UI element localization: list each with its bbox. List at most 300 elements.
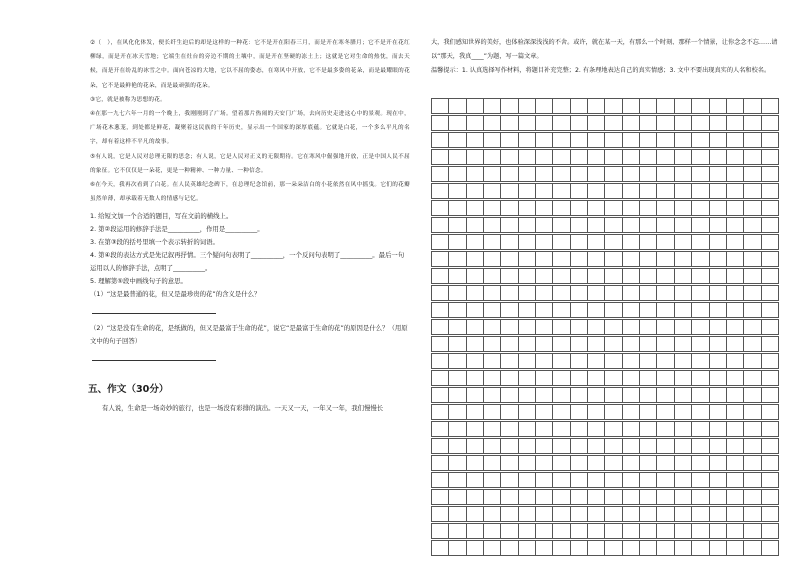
grid-cell[interactable] (552, 166, 569, 182)
grid-cell[interactable] (726, 489, 743, 505)
grid-cell[interactable] (570, 438, 587, 454)
grid-cell[interactable] (483, 455, 500, 471)
grid-cell[interactable] (466, 472, 483, 488)
grid-cell[interactable] (674, 438, 691, 454)
grid-cell[interactable] (535, 285, 552, 301)
grid-cell[interactable] (552, 387, 569, 403)
grid-cell[interactable] (622, 455, 639, 471)
grid-cell[interactable] (709, 166, 726, 182)
grid-cell[interactable] (431, 404, 448, 420)
grid-cell[interactable] (622, 115, 639, 131)
grid-cell[interactable] (518, 472, 535, 488)
grid-cell[interactable] (448, 183, 465, 199)
grid-cell[interactable] (552, 319, 569, 335)
grid-cell[interactable] (587, 200, 604, 216)
grid-cell[interactable] (466, 421, 483, 437)
grid-cell[interactable] (674, 98, 691, 114)
grid-cell[interactable] (483, 149, 500, 165)
grid-cell[interactable] (570, 98, 587, 114)
grid-cell[interactable] (761, 132, 779, 148)
grid-cell[interactable] (726, 302, 743, 318)
grid-cell[interactable] (431, 251, 448, 267)
grid-cell[interactable] (552, 353, 569, 369)
grid-cell[interactable] (604, 234, 621, 250)
grid-cell[interactable] (448, 200, 465, 216)
grid-cell[interactable] (761, 200, 779, 216)
grid-cell[interactable] (466, 523, 483, 539)
grid-cell[interactable] (761, 285, 779, 301)
grid-cell[interactable] (674, 472, 691, 488)
grid-cell[interactable] (587, 336, 604, 352)
grid-cell[interactable] (622, 132, 639, 148)
grid-cell[interactable] (674, 183, 691, 199)
grid-cell[interactable] (552, 336, 569, 352)
grid-cell[interactable] (726, 285, 743, 301)
grid-cell[interactable] (743, 217, 760, 233)
grid-cell[interactable] (570, 132, 587, 148)
grid-cell[interactable] (604, 268, 621, 284)
grid-cell[interactable] (674, 421, 691, 437)
grid-cell[interactable] (761, 421, 779, 437)
grid-cell[interactable] (674, 489, 691, 505)
grid-cell[interactable] (709, 217, 726, 233)
grid-cell[interactable] (622, 98, 639, 114)
grid-cell[interactable] (604, 251, 621, 267)
grid-cell[interactable] (466, 166, 483, 182)
grid-cell[interactable] (743, 200, 760, 216)
grid-cell[interactable] (448, 506, 465, 522)
grid-cell[interactable] (656, 98, 673, 114)
grid-cell[interactable] (639, 455, 656, 471)
grid-cell[interactable] (570, 455, 587, 471)
grid-cell[interactable] (691, 489, 708, 505)
grid-cell[interactable] (691, 540, 708, 556)
grid-cell[interactable] (761, 523, 779, 539)
grid-cell[interactable] (552, 149, 569, 165)
grid-cell[interactable] (656, 183, 673, 199)
grid-cell[interactable] (431, 166, 448, 182)
grid-cell[interactable] (691, 251, 708, 267)
grid-cell[interactable] (743, 370, 760, 386)
grid-cell[interactable] (639, 421, 656, 437)
grid-cell[interactable] (570, 319, 587, 335)
grid-cell[interactable] (691, 166, 708, 182)
grid-cell[interactable] (552, 132, 569, 148)
grid-cell[interactable] (587, 98, 604, 114)
grid-cell[interactable] (483, 217, 500, 233)
grid-cell[interactable] (674, 115, 691, 131)
grid-cell[interactable] (709, 523, 726, 539)
grid-cell[interactable] (518, 370, 535, 386)
grid-cell[interactable] (761, 319, 779, 335)
grid-cell[interactable] (587, 438, 604, 454)
grid-cell[interactable] (535, 472, 552, 488)
grid-cell[interactable] (431, 353, 448, 369)
grid-cell[interactable] (518, 540, 535, 556)
grid-cell[interactable] (466, 387, 483, 403)
grid-cell[interactable] (448, 98, 465, 114)
grid-cell[interactable] (726, 98, 743, 114)
grid-cell[interactable] (743, 353, 760, 369)
grid-cell[interactable] (431, 98, 448, 114)
grid-cell[interactable] (743, 234, 760, 250)
grid-cell[interactable] (466, 370, 483, 386)
grid-cell[interactable] (674, 540, 691, 556)
grid-cell[interactable] (500, 149, 517, 165)
grid-cell[interactable] (552, 285, 569, 301)
grid-cell[interactable] (466, 251, 483, 267)
grid-cell[interactable] (622, 285, 639, 301)
grid-cell[interactable] (709, 455, 726, 471)
grid-cell[interactable] (639, 523, 656, 539)
grid-cell[interactable] (622, 370, 639, 386)
grid-cell[interactable] (448, 149, 465, 165)
grid-cell[interactable] (639, 98, 656, 114)
grid-cell[interactable] (674, 506, 691, 522)
grid-cell[interactable] (691, 149, 708, 165)
grid-cell[interactable] (761, 166, 779, 182)
grid-cell[interactable] (431, 489, 448, 505)
grid-cell[interactable] (622, 200, 639, 216)
grid-cell[interactable] (709, 540, 726, 556)
grid-cell[interactable] (761, 336, 779, 352)
grid-cell[interactable] (709, 234, 726, 250)
grid-cell[interactable] (431, 234, 448, 250)
grid-cell[interactable] (587, 251, 604, 267)
grid-cell[interactable] (431, 387, 448, 403)
grid-cell[interactable] (500, 115, 517, 131)
grid-cell[interactable] (448, 421, 465, 437)
grid-cell[interactable] (552, 506, 569, 522)
grid-cell[interactable] (466, 268, 483, 284)
grid-cell[interactable] (656, 523, 673, 539)
grid-cell[interactable] (656, 149, 673, 165)
grid-cell[interactable] (500, 217, 517, 233)
grid-cell[interactable] (709, 489, 726, 505)
grid-cell[interactable] (535, 217, 552, 233)
grid-cell[interactable] (518, 183, 535, 199)
grid-cell[interactable] (622, 302, 639, 318)
grid-cell[interactable] (448, 319, 465, 335)
grid-cell[interactable] (709, 98, 726, 114)
grid-cell[interactable] (570, 115, 587, 131)
grid-cell[interactable] (709, 319, 726, 335)
grid-cell[interactable] (431, 183, 448, 199)
grid-cell[interactable] (448, 285, 465, 301)
grid-cell[interactable] (500, 455, 517, 471)
grid-cell[interactable] (483, 540, 500, 556)
grid-cell[interactable] (483, 251, 500, 267)
grid-cell[interactable] (448, 489, 465, 505)
grid-cell[interactable] (639, 285, 656, 301)
grid-cell[interactable] (656, 438, 673, 454)
grid-cell[interactable] (622, 421, 639, 437)
grid-cell[interactable] (674, 404, 691, 420)
grid-cell[interactable] (761, 268, 779, 284)
grid-cell[interactable] (466, 540, 483, 556)
grid-cell[interactable] (691, 132, 708, 148)
grid-cell[interactable] (552, 455, 569, 471)
grid-cell[interactable] (674, 166, 691, 182)
grid-cell[interactable] (761, 438, 779, 454)
grid-cell[interactable] (552, 234, 569, 250)
grid-cell[interactable] (466, 200, 483, 216)
grid-cell[interactable] (500, 523, 517, 539)
grid-cell[interactable] (552, 421, 569, 437)
grid-cell[interactable] (535, 489, 552, 505)
grid-cell[interactable] (622, 506, 639, 522)
grid-cell[interactable] (674, 285, 691, 301)
grid-cell[interactable] (726, 234, 743, 250)
grid-cell[interactable] (604, 183, 621, 199)
grid-cell[interactable] (483, 489, 500, 505)
grid-cell[interactable] (448, 540, 465, 556)
grid-cell[interactable] (656, 166, 673, 182)
grid-cell[interactable] (570, 302, 587, 318)
grid-cell[interactable] (483, 183, 500, 199)
grid-cell[interactable] (552, 200, 569, 216)
writing-grid[interactable] (431, 98, 779, 556)
grid-cell[interactable] (431, 115, 448, 131)
grid-cell[interactable] (691, 421, 708, 437)
grid-cell[interactable] (587, 268, 604, 284)
grid-cell[interactable] (656, 506, 673, 522)
grid-cell[interactable] (639, 149, 656, 165)
grid-cell[interactable] (535, 234, 552, 250)
grid-cell[interactable] (622, 404, 639, 420)
grid-cell[interactable] (570, 506, 587, 522)
grid-cell[interactable] (691, 438, 708, 454)
grid-cell[interactable] (622, 319, 639, 335)
grid-cell[interactable] (656, 455, 673, 471)
grid-cell[interactable] (743, 455, 760, 471)
grid-cell[interactable] (518, 506, 535, 522)
grid-cell[interactable] (587, 132, 604, 148)
grid-cell[interactable] (761, 251, 779, 267)
grid-cell[interactable] (500, 540, 517, 556)
grid-cell[interactable] (743, 251, 760, 267)
grid-cell[interactable] (639, 251, 656, 267)
grid-cell[interactable] (483, 302, 500, 318)
grid-cell[interactable] (656, 200, 673, 216)
grid-cell[interactable] (622, 387, 639, 403)
grid-cell[interactable] (743, 438, 760, 454)
grid-cell[interactable] (483, 285, 500, 301)
grid-cell[interactable] (604, 115, 621, 131)
grid-cell[interactable] (431, 472, 448, 488)
grid-cell[interactable] (587, 370, 604, 386)
grid-cell[interactable] (691, 268, 708, 284)
grid-cell[interactable] (656, 370, 673, 386)
grid-cell[interactable] (570, 336, 587, 352)
grid-cell[interactable] (518, 98, 535, 114)
grid-cell[interactable] (431, 285, 448, 301)
grid-cell[interactable] (431, 540, 448, 556)
grid-cell[interactable] (587, 149, 604, 165)
grid-cell[interactable] (500, 421, 517, 437)
grid-cell[interactable] (604, 523, 621, 539)
grid-cell[interactable] (691, 115, 708, 131)
grid-cell[interactable] (466, 149, 483, 165)
grid-cell[interactable] (656, 472, 673, 488)
grid-cell[interactable] (552, 98, 569, 114)
grid-cell[interactable] (743, 166, 760, 182)
grid-cell[interactable] (466, 438, 483, 454)
grid-cell[interactable] (587, 421, 604, 437)
grid-cell[interactable] (656, 540, 673, 556)
grid-cell[interactable] (535, 200, 552, 216)
grid-cell[interactable] (535, 370, 552, 386)
grid-cell[interactable] (656, 336, 673, 352)
grid-cell[interactable] (518, 234, 535, 250)
grid-cell[interactable] (448, 217, 465, 233)
grid-cell[interactable] (500, 438, 517, 454)
grid-cell[interactable] (587, 404, 604, 420)
grid-cell[interactable] (691, 387, 708, 403)
grid-cell[interactable] (448, 302, 465, 318)
grid-cell[interactable] (448, 370, 465, 386)
grid-cell[interactable] (674, 217, 691, 233)
grid-cell[interactable] (500, 336, 517, 352)
grid-cell[interactable] (656, 353, 673, 369)
grid-cell[interactable] (518, 217, 535, 233)
grid-cell[interactable] (448, 115, 465, 131)
grid-cell[interactable] (431, 132, 448, 148)
grid-cell[interactable] (743, 302, 760, 318)
grid-cell[interactable] (518, 149, 535, 165)
grid-cell[interactable] (448, 455, 465, 471)
grid-cell[interactable] (604, 387, 621, 403)
grid-cell[interactable] (570, 404, 587, 420)
grid-cell[interactable] (622, 217, 639, 233)
grid-cell[interactable] (674, 251, 691, 267)
grid-cell[interactable] (656, 285, 673, 301)
grid-cell[interactable] (570, 523, 587, 539)
grid-cell[interactable] (709, 149, 726, 165)
grid-cell[interactable] (726, 455, 743, 471)
grid-cell[interactable] (622, 438, 639, 454)
grid-cell[interactable] (726, 183, 743, 199)
grid-cell[interactable] (518, 166, 535, 182)
grid-cell[interactable] (674, 523, 691, 539)
grid-cell[interactable] (466, 489, 483, 505)
grid-cell[interactable] (726, 421, 743, 437)
grid-cell[interactable] (639, 370, 656, 386)
grid-cell[interactable] (500, 472, 517, 488)
grid-cell[interactable] (466, 336, 483, 352)
grid-cell[interactable] (466, 353, 483, 369)
grid-cell[interactable] (431, 336, 448, 352)
grid-cell[interactable] (656, 421, 673, 437)
grid-cell[interactable] (674, 132, 691, 148)
grid-cell[interactable] (691, 404, 708, 420)
grid-cell[interactable] (743, 387, 760, 403)
grid-cell[interactable] (500, 506, 517, 522)
grid-cell[interactable] (518, 489, 535, 505)
grid-cell[interactable] (656, 268, 673, 284)
grid-cell[interactable] (743, 489, 760, 505)
grid-cell[interactable] (761, 115, 779, 131)
grid-cell[interactable] (483, 336, 500, 352)
grid-cell[interactable] (431, 523, 448, 539)
grid-cell[interactable] (448, 336, 465, 352)
grid-cell[interactable] (709, 132, 726, 148)
grid-cell[interactable] (570, 421, 587, 437)
grid-cell[interactable] (639, 404, 656, 420)
grid-cell[interactable] (570, 217, 587, 233)
grid-cell[interactable] (535, 149, 552, 165)
grid-cell[interactable] (535, 506, 552, 522)
grid-cell[interactable] (431, 370, 448, 386)
grid-cell[interactable] (552, 404, 569, 420)
grid-cell[interactable] (535, 268, 552, 284)
grid-cell[interactable] (552, 183, 569, 199)
grid-cell[interactable] (518, 438, 535, 454)
grid-cell[interactable] (726, 200, 743, 216)
grid-cell[interactable] (570, 200, 587, 216)
grid-cell[interactable] (587, 302, 604, 318)
grid-cell[interactable] (500, 404, 517, 420)
grid-cell[interactable] (570, 540, 587, 556)
grid-cell[interactable] (743, 115, 760, 131)
grid-cell[interactable] (448, 353, 465, 369)
grid-cell[interactable] (622, 234, 639, 250)
grid-cell[interactable] (483, 404, 500, 420)
grid-cell[interactable] (743, 319, 760, 335)
grid-cell[interactable] (743, 336, 760, 352)
grid-cell[interactable] (587, 234, 604, 250)
grid-cell[interactable] (518, 319, 535, 335)
grid-cell[interactable] (709, 404, 726, 420)
grid-cell[interactable] (448, 523, 465, 539)
grid-cell[interactable] (709, 370, 726, 386)
grid-cell[interactable] (726, 268, 743, 284)
grid-cell[interactable] (674, 336, 691, 352)
grid-cell[interactable] (448, 251, 465, 267)
grid-cell[interactable] (743, 540, 760, 556)
grid-cell[interactable] (570, 370, 587, 386)
grid-cell[interactable] (622, 489, 639, 505)
grid-cell[interactable] (535, 98, 552, 114)
grid-cell[interactable] (639, 472, 656, 488)
grid-cell[interactable] (483, 506, 500, 522)
grid-cell[interactable] (726, 149, 743, 165)
grid-cell[interactable] (726, 251, 743, 267)
grid-cell[interactable] (656, 115, 673, 131)
grid-cell[interactable] (709, 421, 726, 437)
grid-cell[interactable] (656, 302, 673, 318)
grid-cell[interactable] (570, 268, 587, 284)
grid-cell[interactable] (552, 438, 569, 454)
grid-cell[interactable] (761, 149, 779, 165)
grid-cell[interactable] (622, 523, 639, 539)
grid-cell[interactable] (431, 200, 448, 216)
grid-cell[interactable] (500, 319, 517, 335)
grid-cell[interactable] (691, 285, 708, 301)
grid-cell[interactable] (518, 353, 535, 369)
grid-cell[interactable] (743, 183, 760, 199)
grid-cell[interactable] (656, 132, 673, 148)
grid-cell[interactable] (587, 489, 604, 505)
grid-cell[interactable] (709, 268, 726, 284)
grid-cell[interactable] (431, 149, 448, 165)
grid-cell[interactable] (587, 455, 604, 471)
grid-cell[interactable] (500, 200, 517, 216)
grid-cell[interactable] (622, 540, 639, 556)
grid-cell[interactable] (761, 472, 779, 488)
grid-cell[interactable] (691, 523, 708, 539)
grid-cell[interactable] (518, 455, 535, 471)
